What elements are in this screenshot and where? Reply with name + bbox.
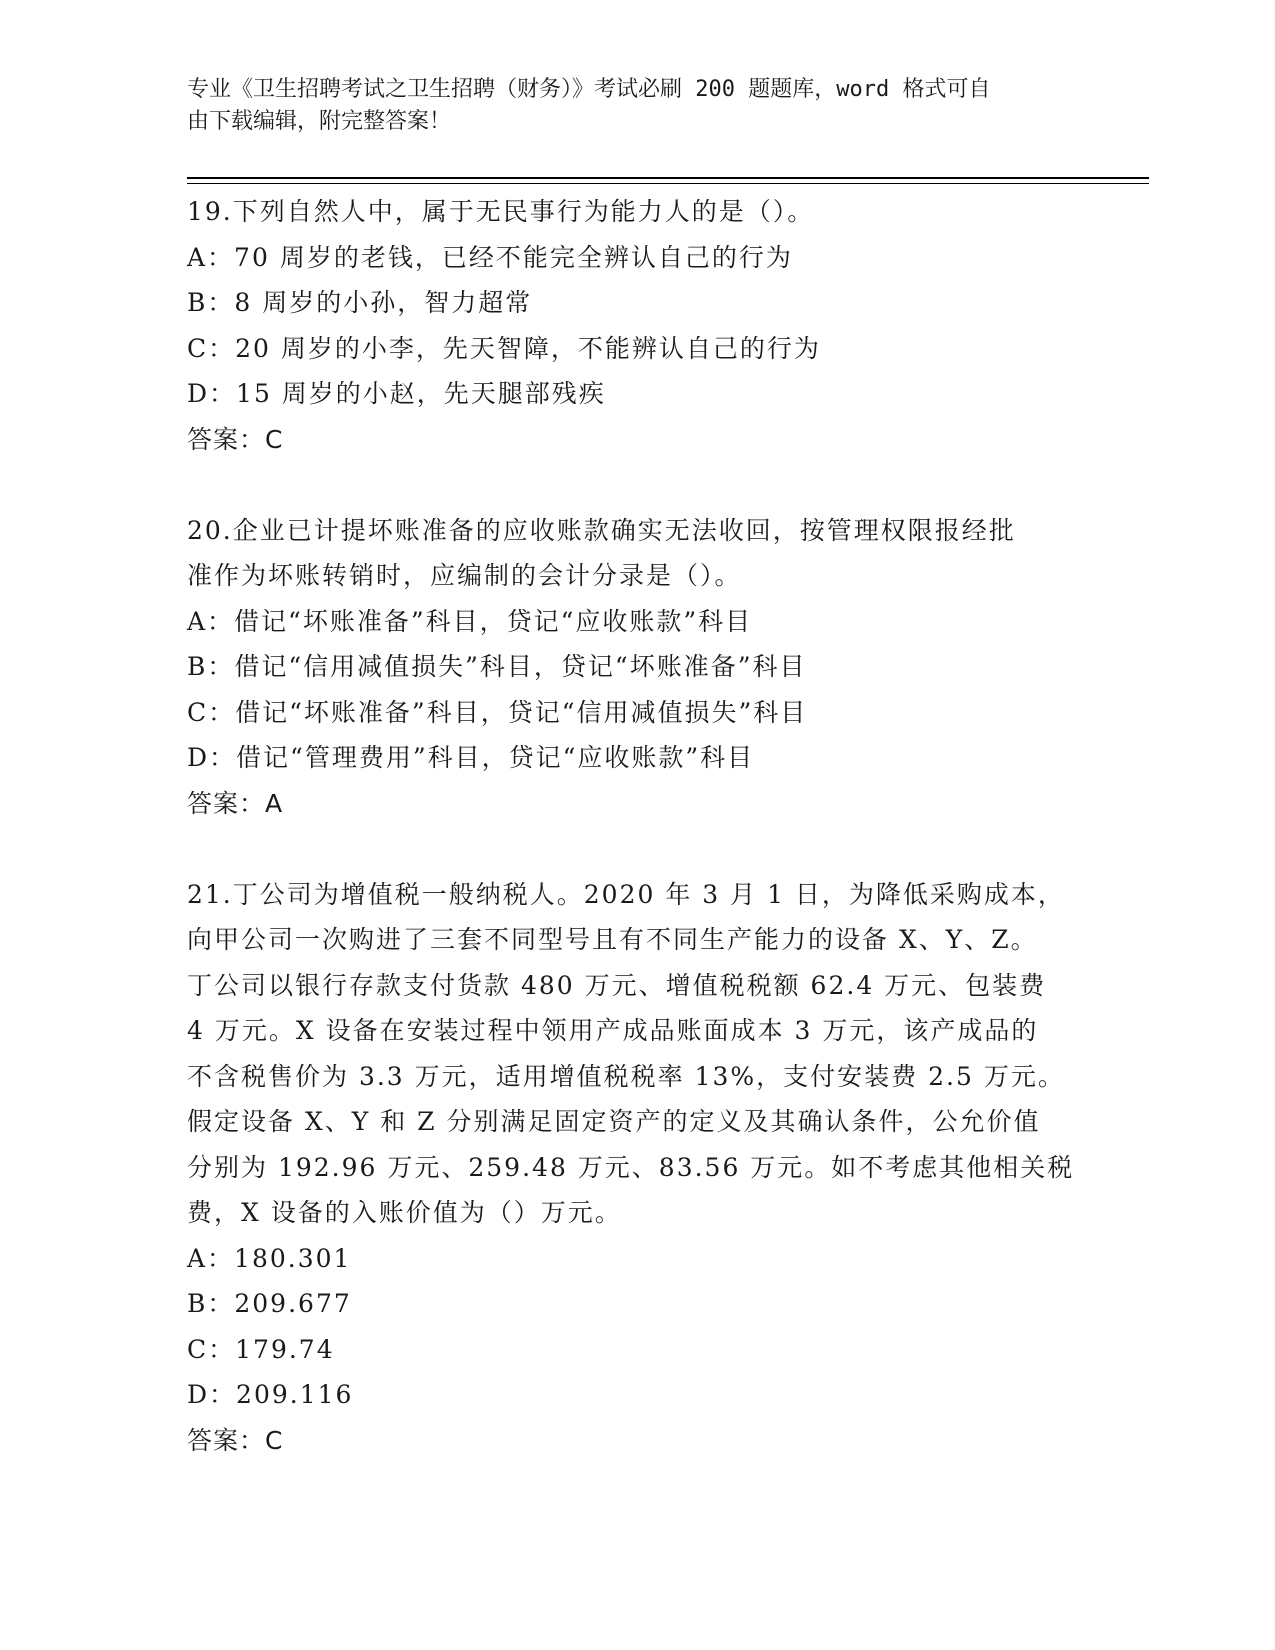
option-d: D：209.116 [187, 1380, 354, 1409]
option-a: A：借记“坏账准备”科目，贷记“应收账款”科目 [187, 606, 753, 636]
question-stem-line: 准作为坏账转销时，应编制的会计分录是（）。 [187, 561, 742, 590]
question-stem-line: 不含税售价为 3.3 万元，适用增值税税率 13%，支付安装费 2.5 万元。 [187, 1061, 1065, 1091]
question-stem-line: 向甲公司一次购进了三套不同型号且有不同生产能力的设备 X、Y、Z。 [187, 925, 1038, 954]
option-c: C：20 周岁的小李，先天智障，不能辨认自己的行为 [187, 333, 821, 363]
question-list [187, 189, 1087, 1509]
document-header [187, 74, 1067, 138]
header-line-2: 由下载编辑，附完整答案！ [187, 109, 452, 134]
question-20 [187, 508, 1087, 827]
option-a: A：180.301 [187, 1243, 352, 1273]
header-divider-thick [187, 177, 1149, 179]
question-stem-line: 丁公司以银行存款支付货款 480 万元、增值税税额 62.4 万元、包装费 [187, 970, 1047, 1000]
answer-label: 答案：C [187, 424, 284, 454]
question-stem-line: 费，X 设备的入账价值为（）万元。 [187, 1198, 622, 1227]
header-line-1: 专业《卫生招聘考试之卫生招聘（财务）》考试必刷 200 题题库，word 格式可自 [187, 77, 991, 102]
question-stem-line: 假定设备 X、Y 和 Z 分别满足固定资产的定义及其确认条件，公允价值 [187, 1107, 1041, 1136]
option-d: D：借记“管理费用”科目，贷记“应收账款”科目 [187, 743, 755, 772]
question-stem-line: 21.丁公司为增值税一般纳税人。2020 年 3 月 1 日，为降低采购成本， [187, 879, 1065, 909]
answer-label: 答案：C [187, 1425, 284, 1455]
answer-label: 答案：A [187, 788, 284, 818]
option-c: C：179.74 [187, 1334, 335, 1364]
question-stem-line: 分别为 192.96 万元、259.48 万元、83.56 万元。如不考虑其他相关税 [187, 1152, 1075, 1182]
question-stem-line: 4 万元。X 设备在安装过程中领用产成品账面成本 3 万元，该产成品的 [187, 1016, 1039, 1045]
question-stem-line: 20.企业已计提坏账准备的应收账款确实无法收回，按管理权限报经批 [187, 515, 1016, 545]
option-b: B：209.677 [187, 1289, 352, 1318]
header-divider-thin [187, 183, 1149, 184]
question-21 [187, 872, 1087, 1464]
option-a: A：70 周岁的老钱，已经不能完全辨认自己的行为 [187, 242, 793, 272]
option-b: B：8 周岁的小孙，智力超常 [187, 288, 533, 317]
option-c: C：借记“坏账准备”科目，贷记“信用减值损失”科目 [187, 697, 808, 727]
question-19 [187, 189, 1087, 462]
question-stem-line: 19.下列自然人中，属于无民事行为能力人的是（）。 [187, 197, 815, 226]
option-d: D：15 周岁的小赵，先天腿部残疾 [187, 379, 606, 408]
option-b: B：借记“信用减值损失”科目，贷记“坏账准备”科目 [187, 652, 807, 681]
